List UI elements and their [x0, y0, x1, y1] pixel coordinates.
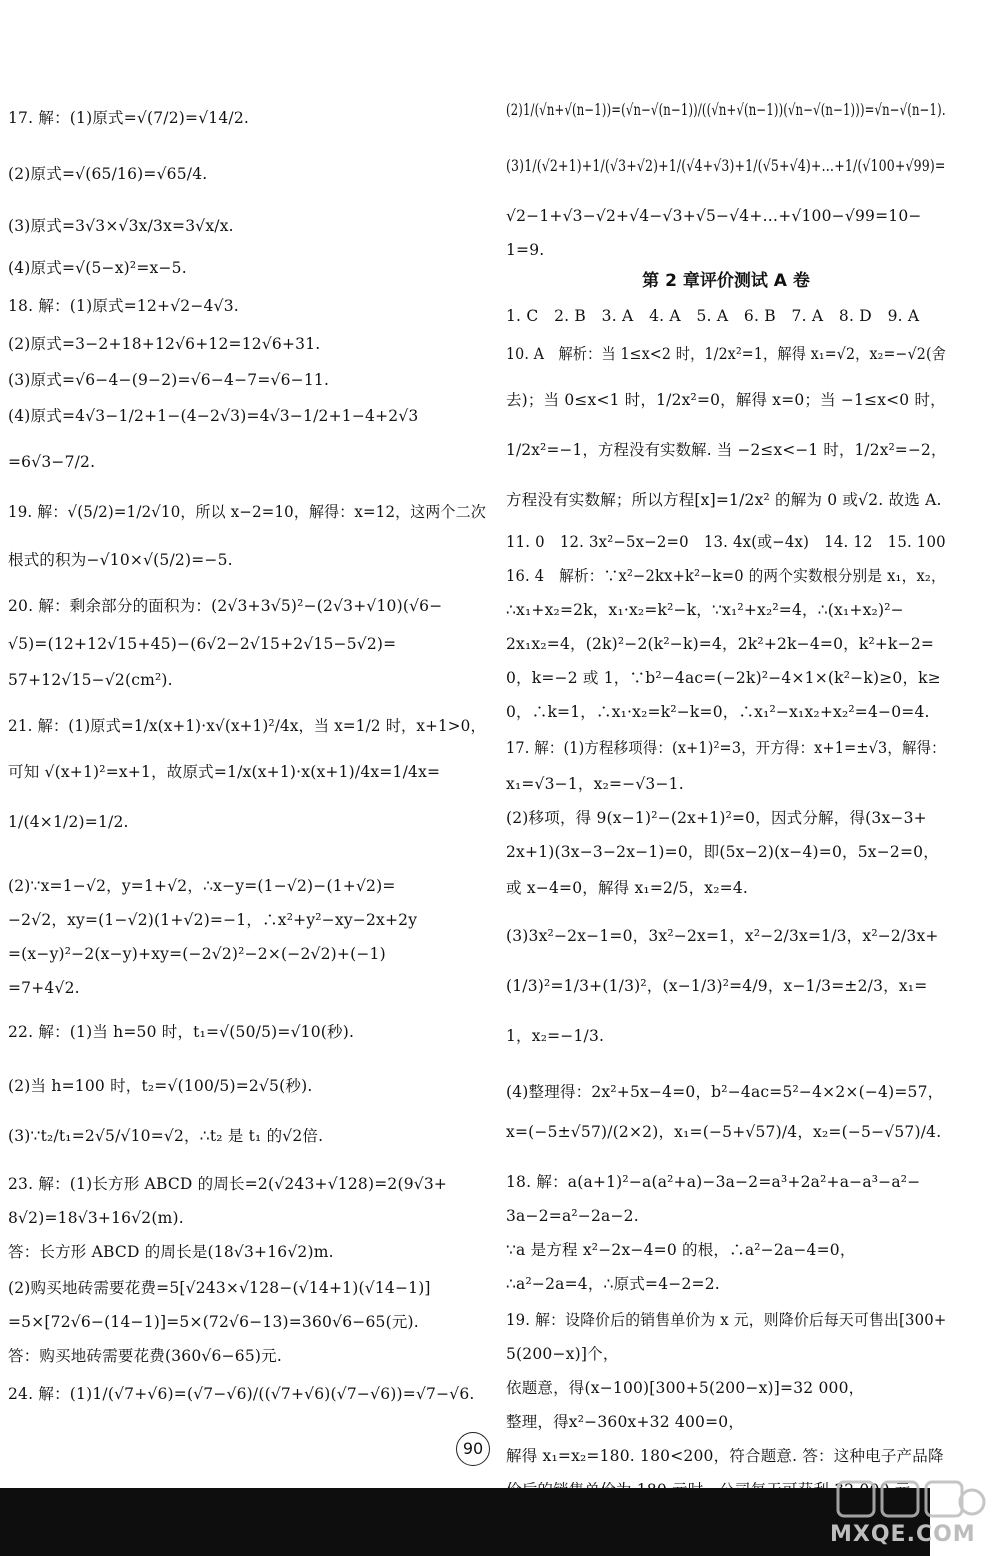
text-line: 2x+1)(3x−3−2x−1)=0，即(5x−2)(x−4)=0，5x−2=0， [506, 843, 939, 861]
text-line: (2)原式=3−2+18+12√6+12=12√6+31. [8, 335, 321, 353]
text-line: (3)∵t₂/t₁=2√5/√10=√2，∴t₂ 是 t₁ 的√2倍. [8, 1127, 324, 1145]
text-line: 整理，得x²−360x+32 400=0， [506, 1413, 745, 1431]
scan-edge-bar [0, 1488, 930, 1556]
text-line: 20. 解：剩余部分的面积为：(2√3+3√5)²−(2√3+√10)(√6− [8, 597, 443, 615]
text-line: 18. 解：(1)原式=12+√2−4√3. [8, 297, 239, 315]
text-line: 17. 解：(1)方程移项得：(x+1)²=3，开方得：x+1=±√3，解得： [506, 739, 946, 757]
page-number: 90 [456, 1432, 490, 1466]
text-line: 3a−2=a²−2a−2. [506, 1207, 639, 1225]
text-line: 答：长方形 ABCD 的周长是(18√3+16√2)m. [8, 1243, 334, 1261]
text-line: 去)；当 0≤x<1 时，1/2x²=0，解得 x=0；当 −1≤x<0 时， [506, 391, 946, 409]
text-line: =5×[72√6−(14−1)]=5×(72√6−13)=360√6−65(元). [8, 1313, 419, 1331]
text-line: 11. 0 12. 3x²−5x−2=0 13. 4x(或−4x) 14. 12 15. 100 [506, 533, 946, 551]
text-line: 解得 x₁=x₂=180. 180<200，符合题意. 答：这种电子产品降 [506, 1447, 944, 1465]
text-line: −2√2，xy=(1−√2)(1+√2)=−1，∴x²+y²−xy−2x+2y [8, 911, 418, 929]
text-line: √2−1+√3−√2+√4−√3+√5−√4+…+√100−√99=10− [506, 207, 922, 225]
text-line: 1，x₂=−1/3. [506, 1027, 605, 1045]
text-line: =(x−y)²−2(x−y)+xy=(−2√2)²−2×(−2√2)+(−1) [8, 945, 386, 963]
text-line: 2x₁x₂=4，(2k)²−2(k²−k)=4，2k²+2k−4=0，k²+k−2= [506, 635, 935, 653]
text-line: (2)当 h=100 时，t₂=√(100/5)=2√5(秒). [8, 1077, 313, 1095]
text-line: 答：购买地砖需要花费(360√6−65)元. [8, 1347, 282, 1365]
text-line: 18. 解：a(a+1)²−a(a²+a)−3a−2=a³+2a²+a−a³−a²− [506, 1173, 921, 1191]
text-line: (2)1/(√n+√(n−1))=(√n−√(n−1))/((√n+√(n−1))(√n−√(n−1)))=√n−√(n−1). [506, 101, 946, 119]
text-line: 23. 解：(1)长方形 ABCD 的周长=2(√243+√128)=2(9√3+ [8, 1175, 448, 1193]
text-line: (2)购买地砖需要花费=5[√243×√128−(√14+1)(√14−1)] [8, 1279, 431, 1297]
text-line: 17. 解：(1)原式=√(7/2)=√14/2. [8, 109, 250, 127]
text-line: 57+12√15−√2(cm²). [8, 671, 173, 689]
text-line: (2)原式=√(65/16)=√65/4. [8, 165, 208, 183]
text-line: 0，∴k=1，∴x₁·x₂=k²−k=0，∴x₁²−x₁x₂+x₂²=4−0=4. [506, 703, 930, 721]
text-line: 5(200−x)]个， [506, 1345, 619, 1363]
text-line: 8√2)=18√3+16√2(m). [8, 1209, 184, 1227]
text-line: 19. 解：√(5/2)=1/2√10，所以 x−2=10，解得：x=12，这两个二次 [8, 503, 486, 521]
watermark-text: MXQE.COM [830, 1522, 976, 1547]
text-line: 21. 解：(1)原式=1/x(x+1)·x√(x+1)²/4x，当 x=1/2 时，x+1>0， [8, 717, 486, 735]
text-line: 方程没有实数解；所以方程[x]=1/2x² 的解为 0 或√2. 故选 A. [506, 491, 942, 509]
text-line: 1=9. [506, 241, 545, 259]
text-line: (2)移项，得 9(x−1)²−(2x+1)²=0，因式分解，得(3x−3+ [506, 809, 927, 827]
text-line: 1. C 2. B 3. A 4. A 5. A 6. B 7. A 8. D 9. A [506, 307, 920, 325]
text-line: 1/(4×1/2)=1/2. [8, 813, 129, 831]
text-line: (4)原式=4√3−1/2+1−(4−2√3)=4√3−1/2+1−4+2√3 [8, 407, 419, 425]
text-line: 或 x−4=0，解得 x₁=2/5，x₂=4. [506, 879, 749, 897]
text-line: 1/2x²=−1，方程没有实数解. 当 −2≤x<−1 时，1/2x²=−2， [506, 441, 947, 459]
text-line: ∵a 是方程 x²−2x−4=0 的根，∴a²−2a−4=0， [506, 1241, 856, 1259]
text-line: 依题意，得(x−100)[300+5(200−x)]=32 000， [506, 1379, 865, 1397]
text-line: 10. A 解析：当 1≤x<2 时，1/2x²=1，解得 x₁=√2，x₂=−√2(舍 [506, 345, 947, 363]
text-line: (4)整理得：2x²+5x−4=0，b²−4ac=5²−4×2×(−4)=57， [506, 1083, 944, 1101]
text-line: (3)原式=√6−4−(9−2)=√6−4−7=√6−11. [8, 371, 330, 389]
text-line: 0，k=−2 或 1，∵b²−4ac=(−2k)²−4×1×(k²−k)≥0，k≥ [506, 669, 941, 687]
text-line: ∴x₁+x₂=2k，x₁·x₂=k²−k，∵x₁²+x₂²=4，∴(x₁+x₂)²− [506, 601, 904, 619]
text-line: (2)∵x=1−√2，y=1+√2，∴x−y=(1−√2)−(1+√2)= [8, 877, 396, 895]
text-line: √5)=(12+12√15+45)−(6√2−2√15+2√15−5√2)= [8, 635, 397, 653]
text-line: (3)3x²−2x−1=0，3x²−2x=1，x²−2/3x=1/3，x²−2/3x+ [506, 927, 939, 945]
section-title: 第 2 章评价测试 A 卷 [642, 271, 810, 291]
text-line: 可知 √(x+1)²=x+1，故原式=1/x(x+1)·x(x+1)/4x=1/4x= [8, 763, 441, 781]
text-line: 24. 解：(1)1/(√7+√6)=(√7−√6)/((√7+√6)(√7−√6))=√7−√6. [8, 1385, 475, 1403]
text-line: 19. 解：设降价后的销售单价为 x 元，则降价后每天可售出[300+ [506, 1311, 947, 1329]
text-line: 22. 解：(1)当 h=50 时，t₁=√(50/5)=√10(秒). [8, 1023, 355, 1041]
text-line: =6√3−7/2. [8, 453, 96, 471]
text-line: (3)1/(√2+1)+1/(√3+√2)+1/(√4+√3)+1/(√5+√4)+…+1/(√100+√99)= [506, 157, 946, 175]
text-line: (4)原式=√(5−x)²=x−5. [8, 259, 187, 277]
text-line: x=(−5±√57)/(2×2)，x₁=(−5+√57)/4，x₂=(−5−√57)/4. [506, 1123, 942, 1141]
text-line: 根式的积为−√10×√(5/2)=−5. [8, 551, 233, 569]
text-line: =7+4√2. [8, 979, 80, 997]
text-line: x₁=√3−1，x₂=−√3−1. [506, 775, 684, 793]
text-line: (3)原式=3√3×√3x/3x=3√x/x. [8, 217, 234, 235]
text-line: ∴a²−2a=4，∴原式=4−2=2. [506, 1275, 720, 1293]
text-line: 16. 4 解析：∵x²−2kx+k²−k=0 的两个实数根分别是 x₁，x₂， [506, 567, 946, 585]
text-line: (1/3)²=1/3+(1/3)²，(x−1/3)²=4/9，x−1/3=±2/3，x₁= [506, 977, 928, 995]
